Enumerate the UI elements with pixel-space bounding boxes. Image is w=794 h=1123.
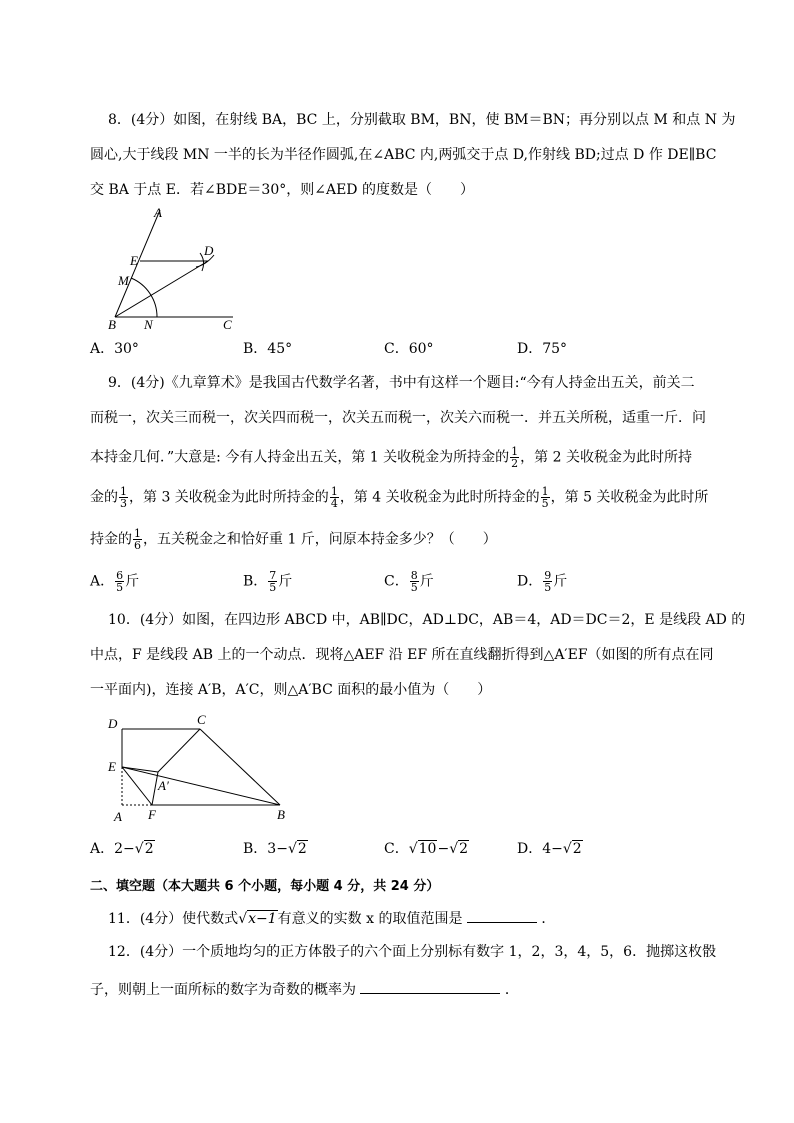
label-a: A — [114, 809, 122, 824]
q10-line-3: 一平面内)，连接 A′B，A′C，则△A′BC 面积的最小值为（ ） — [90, 682, 492, 698]
label-a: A — [154, 205, 162, 220]
q8-option-c[interactable]: C．60° — [384, 341, 434, 357]
fraction-1-3: $\frac{1}{3}$ — [120, 485, 127, 510]
label-c: C — [197, 712, 206, 727]
label-a-prime: A′ — [158, 778, 169, 793]
fraction-1-5: $\frac{1}{5}$ — [541, 485, 549, 510]
ray-bd — [115, 261, 208, 317]
q8-line-3: 交 BA 于点 E．若∠BDE＝30°，则∠AED 的度数是（ ） — [90, 182, 474, 198]
q11-answer-blank[interactable] — [467, 907, 537, 923]
section-2-heading: 二、填空题（本大题共 6 个小题，每小题 4 分，共 24 分） — [90, 879, 440, 894]
fraction-1-2: $\frac{1}{2}$ — [511, 445, 519, 470]
q9-option-d[interactable]: D． $\frac{9}{5}$ 斤 — [517, 569, 568, 594]
label-n: N — [144, 317, 153, 332]
q10-line-2: 中点，F 是线段 AB 上的一个动点．现将△AEF 沿 EF 所在直线翻折得到△A′EF（如图的所有点在同 — [90, 647, 714, 663]
q9-line-3: 本持金几何．”大意是: 今有人持金出五关，第 1 关收税金为所持金的 $\frac{1}{2}$ ，第 2 关收税金为此时所持 — [90, 445, 692, 470]
q8-option-a[interactable]: A．30° — [90, 341, 139, 357]
q9-line-2: 而税一，次关三而税一，次关四而税一，次关五而税一，次关六而税一．并五关所税，适重一斤．问 — [90, 410, 706, 426]
q9-line-5: 持金的 $\frac{1}{6}$ ，五关税金之和恰好重 1 斤，问原本持金多少？（ ） — [90, 527, 497, 552]
arc-mn — [131, 278, 157, 317]
q8-figure — [100, 205, 250, 335]
q9-option-a[interactable]: A． $\frac{6}{5}$ 斤 — [90, 569, 140, 594]
q9-line-4: 金的 $\frac{1}{3}$ ，第 3 关收税金为此时所持金的 $\frac{1}{4}$ ，第 4 关收税金为此时所持金的 $\frac{1}{5}$ ，第 5 关收税金为此时所 — [90, 485, 709, 510]
q12-answer-blank[interactable] — [360, 978, 500, 994]
q8-line-2: 圆心,大于线段 MN 一半的长为半径作圆弧,在∠ABC 内,两弧交于点 D,作射线 BD;过点 D 作 DE∥BC — [90, 147, 717, 163]
label-c: C — [223, 317, 232, 332]
label-b: B — [108, 317, 116, 332]
q12-line-1: 12．(4分）一个质地均匀的正方体骰子的六个面上分别标有数字 1，2，3，4，5，6．抛掷这枚骰 — [108, 944, 717, 960]
label-d: D — [204, 243, 214, 258]
fraction-1-6: $\frac{1}{6}$ — [134, 527, 141, 552]
label-e: E — [108, 759, 116, 774]
q10-figure — [100, 708, 300, 826]
label-m: M — [118, 273, 129, 288]
segment-eb — [122, 767, 280, 805]
label-d: D — [108, 716, 118, 731]
q8-line-1: 8．(4分）如图，在射线 BA，BC 上，分别截取 BM，BN，使 BM＝BN；再分别以点 M 和点 N 为 — [108, 112, 736, 128]
q10-option-d[interactable]: D．4−√2 — [517, 841, 582, 857]
q10-option-a[interactable]: A．2−√2 — [90, 841, 154, 857]
q11-line: 11．(4分）使代数式√x−1有意义的实数 x 的取值范围是 ． — [108, 907, 555, 929]
segment-cb — [200, 729, 280, 805]
label-f: F — [148, 807, 156, 822]
segment-a2c — [158, 729, 200, 772]
q10-option-c[interactable]: C．√10−√2 — [384, 841, 469, 857]
label-e: E — [130, 253, 138, 268]
q10-line-1: 10．(4分）如图，在四边形 ABCD 中，AB∥DC，AD⊥DC，AB＝4，AD＝DC＝2，E 是线段 AD 的 — [108, 612, 746, 628]
q12-line-2: 子，则朝上一面所标的数字为奇数的概率为 ． — [90, 978, 519, 1000]
q10-option-b[interactable]: B．3−√2 — [243, 841, 307, 857]
q8-option-d[interactable]: D．75° — [517, 341, 568, 357]
fraction-1-4: $\frac{1}{4}$ — [330, 485, 338, 510]
q9-option-c[interactable]: C． $\frac{8}{5}$ 斤 — [384, 569, 434, 594]
q8-option-b[interactable]: B．45° — [243, 341, 293, 357]
label-b: B — [277, 807, 285, 822]
q9-option-b[interactable]: B． $\frac{7}{5}$ 斤 — [243, 569, 293, 594]
q9-line-1: 9．(4分)《九章算术》是我国古代数学名著，书中有这样一个题目:“今有人持金出五关，前关二 — [108, 375, 695, 391]
